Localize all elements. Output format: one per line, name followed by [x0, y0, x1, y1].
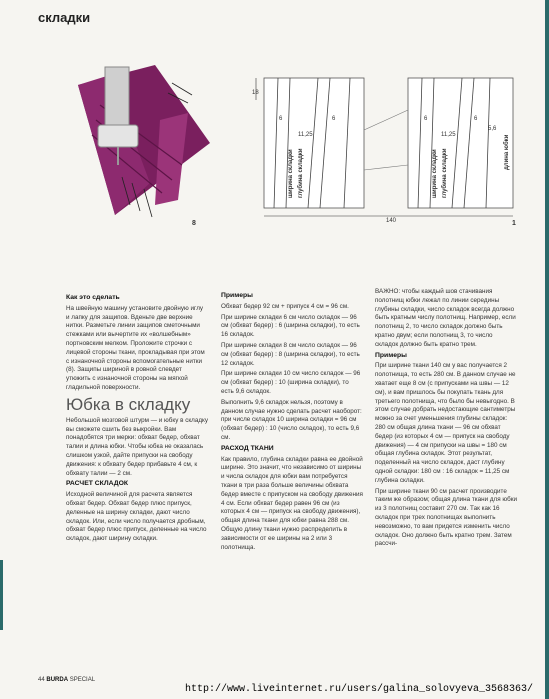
- column-left: [66, 294, 208, 546]
- dim-label: 11,25: [441, 132, 456, 138]
- dim-label: 6: [279, 116, 283, 122]
- heading-pleat-calc: РАСЧЕТ СКЛАДОК: [66, 480, 129, 488]
- dim-label: 5,6: [488, 126, 497, 132]
- heading-how-to: Как это сделать: [66, 294, 120, 301]
- paragraph: Выполнить 9,6 складок нельзя, поэтому в данном случае нужно сделать расчет наоборот: при числе складок 10 ширина складки = 96 см (обхват бедер) : 10 (число складок), то есть 9,6 см.: [221, 398, 362, 441]
- watermark-url: http://www.liveinternet.ru/users/galina_solovyeva_3568363/: [185, 684, 534, 695]
- paragraph-important: ВАЖНО: чтобы каждый шов стачивания полотнищ юбки лежал по линии середины глубины складки, число складок всегда должно быть кратным числу полотнищ. Например, если полотнищ 2, то число складок должно быть кратно двум; если полотнищ 3, то число складок должно быть кратно трем.: [375, 288, 516, 348]
- edge-rule: [545, 0, 549, 699]
- dim-label: 140: [386, 218, 397, 224]
- paragraph: Небольшой мозговой штурм — и юбку в складку вы сможете сшить без выкройки. Вам понадобятся три мерки: обхват бедер, обхват талии и длина юбки. Чтобы юбка не оказалась слишком узкой, дайте припуски на свободу движения: к обхвату бедер прибавьте 4 см, к обхвату талии — 2 см.: [66, 416, 208, 477]
- dim-label: 6: [474, 116, 478, 122]
- vertical-label: глубина складки: [442, 148, 448, 198]
- dim-label: 18: [252, 90, 259, 96]
- paragraph: На швейную машину установите двойную иглу и лапку для защипов. Вденьте две верхние нитки. Разметьте линии защипов сметочными стежками или вычертите их «волшебным» портновским мелком. Проложите строчки с лицевой стороны ткани, прокладывая при этом с изнаночной стороны вспомогательные нитки (8). Защипы шириной в ровной слевдет утюжить с изнаночной стороны на мягкой гладильной поверхности.: [66, 304, 205, 391]
- brand-name: BURDA: [46, 677, 69, 683]
- sewing-photo: [60, 65, 210, 230]
- paragraph: Как правило, глубина складки равна ее двойной ширине. Это значит, что независимо от ширины и числа складок для юбки вам потребуется ткани в три раза больше величины обхвата бедер вместе с припуском на свободу движения 4 см. Если обхват бедер равен 96 см (из которых 4 см — припуск на свободу движения), общая длина ткани для юбки равна 288 см. Общую длину ткани нужно распределить в зависимости от ее ширины на 2 или 3 полотнища.: [221, 455, 363, 551]
- photo-figure-number: 8: [192, 220, 196, 227]
- pleat-diagram: [250, 70, 520, 230]
- paragraph: При ширине ткани 140 см у вас получается 2 полотнища, то есть 280 см. В данном случае не хватает еще 8 см (с припусками на швы — 12 см), и вам пришлось бы покупать ткань для третьего полотнища, что было бы невыгодно. В этом случае добрать недостающие сантиметры можно за счет уменьшения глубины складок: 280 см общая длина ткани — 96 см обхват бедер (из которых 4 см — припуск на свободу движения) — 4 см припуски на швы = 180 см общая глубина складок. Этот результат, поделенный на число складок, даст глубину одной складки: 180 см : 16 складок = 11,25 см глубина складки.: [375, 362, 516, 484]
- edge-marker: [0, 560, 3, 630]
- paragraph: При ширине ткани 90 см расчет производите таким же образом; общая длина ткани для юбки из 3 полотнищ составит 270 см. Так как 16 складок при трех полотнищах выполнить невозможно, то вам придется изменить число складок. Оно должно быть кратно трем. Затем рассчи-: [375, 487, 517, 548]
- dim-label: 11,25: [298, 132, 313, 138]
- vertical-label: длина юбки: [504, 134, 510, 170]
- paragraph: Исходной величиной для расчета является обхват бедер. Обхват бедер плюс припуск, деленные на ширину складки, дают число складок. Или, если число получается дробным, обхват бедер плюс припуск, деленные на число складок, дают ширину складки.: [66, 491, 207, 543]
- vertical-label: глубина складки: [298, 148, 304, 198]
- page-number: 44: [38, 677, 45, 683]
- heading-fabric: РАСХОД ТКАНИ: [221, 444, 274, 452]
- diagram-figure-number: 1: [512, 220, 516, 227]
- dim-label: 6: [424, 116, 428, 122]
- paragraph: Обхват бедер 92 см + припуск 4 см = 96 см.: [221, 302, 349, 310]
- vertical-label: ширина складки: [288, 149, 294, 198]
- vertical-label: ширина складки: [432, 149, 438, 198]
- paragraph: При ширине складки 8 см число складок — 96 см (обхват бедер) : 8 (ширина складки), то есть 12 складок.: [221, 341, 360, 367]
- page-footer: [38, 677, 95, 683]
- section-header: складки: [38, 10, 91, 25]
- column-right: [375, 288, 517, 551]
- article-title: Юбка в складку: [66, 394, 191, 414]
- heading-examples: Примеры: [221, 292, 253, 299]
- brand-suffix: SPECIAL: [69, 677, 96, 683]
- heading-examples: Примеры: [375, 351, 407, 359]
- column-middle: [221, 292, 363, 554]
- paragraph: При ширине складки 6 см число складок — 96 см (обхват бедер) : 6 (ширина складки), то есть 16 складок.: [221, 313, 360, 339]
- paragraph: При ширине складки 10 см число складок — 96 см (обхват бедер) : 10 (ширина складки), то есть 9,6 складок.: [221, 370, 361, 395]
- dim-label: 6: [332, 116, 336, 122]
